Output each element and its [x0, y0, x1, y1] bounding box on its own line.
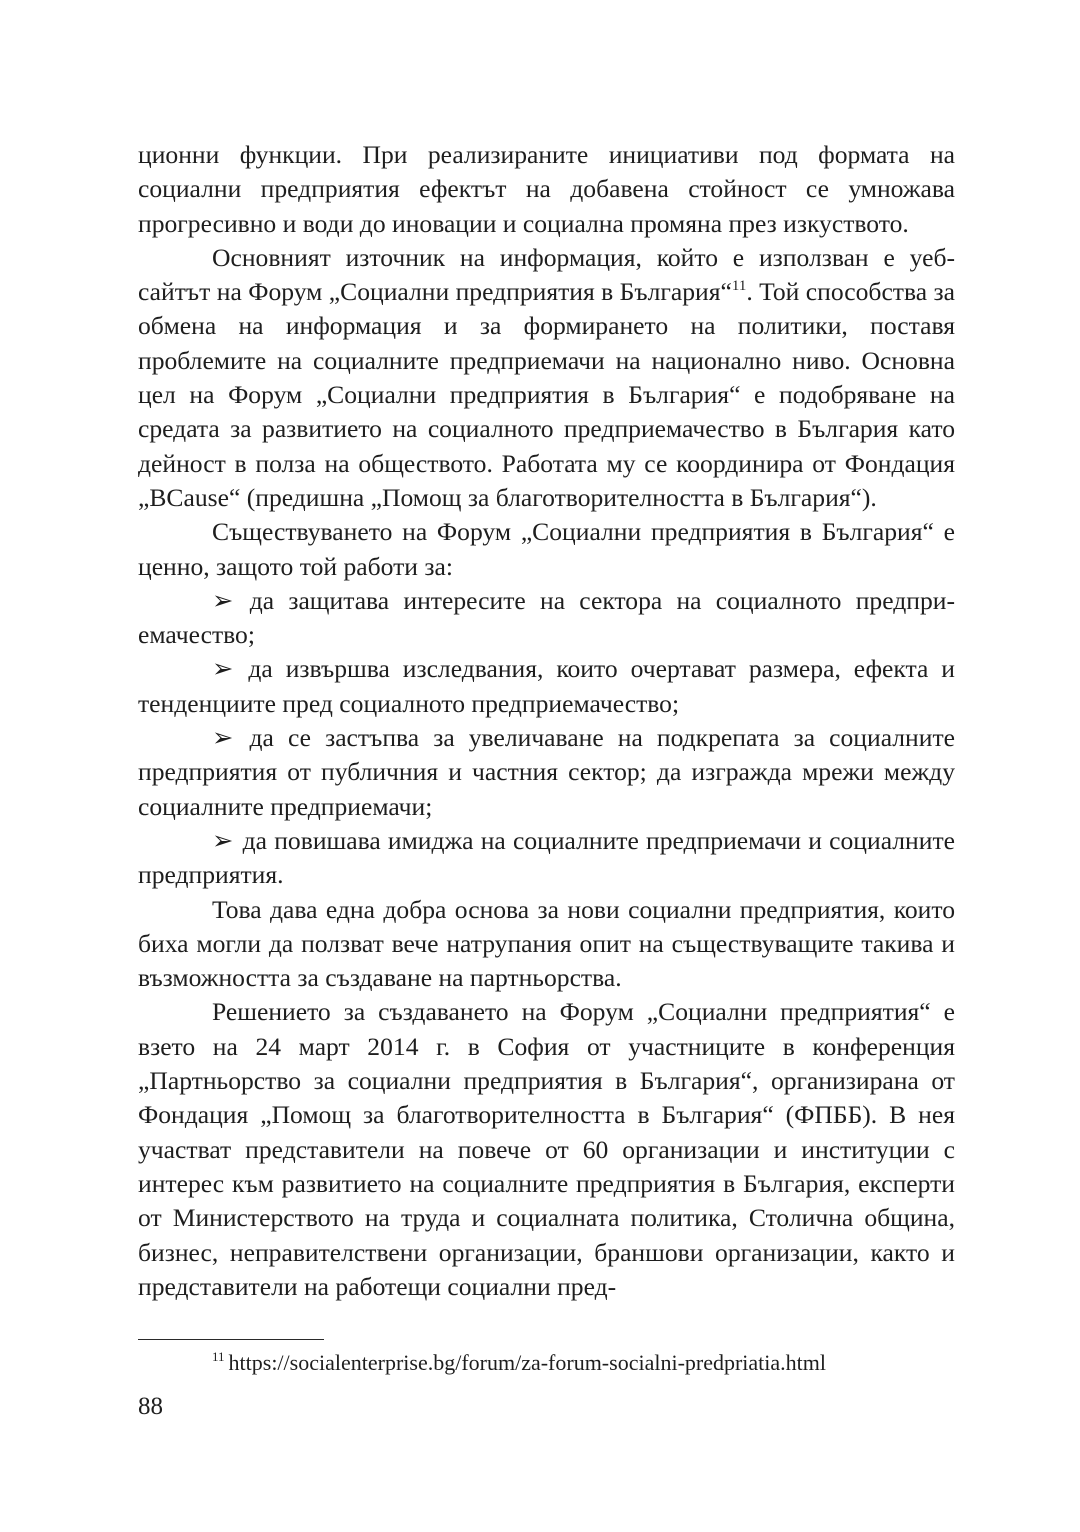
- list-item: [138, 824, 955, 893]
- paragraph-5: Решението за създаването на Форум „Социални предприятия“ е взето на 24 март 2014 г. в София от участниците в конференция „Партньорство за социални предприятия в България“, организирана от Фондация „Помощ за благотворителността в България“ (ФПББ). В нея участват представители на повече от 60 организации и институции с интерес към развитието на социалните предприятия в България, експерти от Министерството на труда и социалната политика, Столична община, бизнес, неправителствени организации, браншови организации, както и представители на работещи социални пред-: [138, 997, 955, 1301]
- list-item: [138, 652, 955, 721]
- arrow-bullet-icon: ➢: [212, 825, 234, 855]
- paragraph-1: ционни функции. При реализираните инициативи под формата на социални предприятия ефектът на добавена стойност се умножава прогресивно и води до иновации и социална промяна през изкуството.: [138, 140, 955, 238]
- list-item-text: да защитава интересите на сектора на социалното предприемачество;: [138, 585, 955, 650]
- footnote-separator: [138, 1339, 324, 1340]
- arrow-bullet-icon: ➢: [212, 654, 234, 684]
- paragraph-2-text-before-ref: Основният източник на информация, който е използван е уеб-сайтът на Форум „Социални предприятия в България“: [138, 242, 955, 307]
- paragraph-3: Съществуването на Форум „Социални предприятия в България“ е ценно, защото той работи за:: [138, 517, 955, 581]
- list-item-text: да извършва изследвания, които очертават размера, ефекта и тенденциите пред социалното предприемачество;: [138, 654, 955, 718]
- paragraph-2-text-after-ref: . Той способства за обмена на информация и за формирането на политики, поставя проблемите на социалните предприемачи на национално ниво. Основна цел на Форум „Социални предприятия в България“ е подобряване на средата за развитието на социалното предприемачество в България като дейност в полза на обществото. Работата му се координира от Фондация „BCause“ (предишна „Помощ за благотворителността в България“).: [138, 277, 955, 512]
- list-item-text: да повишава имиджа на социалните предприемачи и социалните предприятия.: [138, 825, 955, 890]
- list-item-text: да се застъпва за увеличаване на подкрепата за социалните предприятия от публичния и частния сектор; да изгражда мрежи между социалните предприемачи;: [138, 723, 955, 821]
- footnote-url[interactable]: https://socialenterprise.bg/forum/za-forum-socialni-predpriatia.html: [228, 1350, 827, 1375]
- paragraph-4: Това дава една добра основа за нови социални предприятия, които биха могли да ползват вече натрупания опит на съществуващите такива и възможността за създаване на партньорства.: [138, 894, 955, 993]
- footnote-number: 11: [212, 1349, 225, 1364]
- arrow-bullet-icon: ➢: [212, 585, 234, 615]
- list-item: [138, 584, 955, 653]
- page-body: [138, 138, 955, 1304]
- footnote-reference[interactable]: 11: [731, 278, 747, 295]
- page-number: 88: [138, 1393, 163, 1420]
- paragraph-2: [138, 241, 955, 515]
- list-item: [138, 721, 955, 824]
- bullet-list: [138, 584, 955, 893]
- footnote: [212, 1348, 826, 1378]
- arrow-bullet-icon: ➢: [212, 723, 234, 753]
